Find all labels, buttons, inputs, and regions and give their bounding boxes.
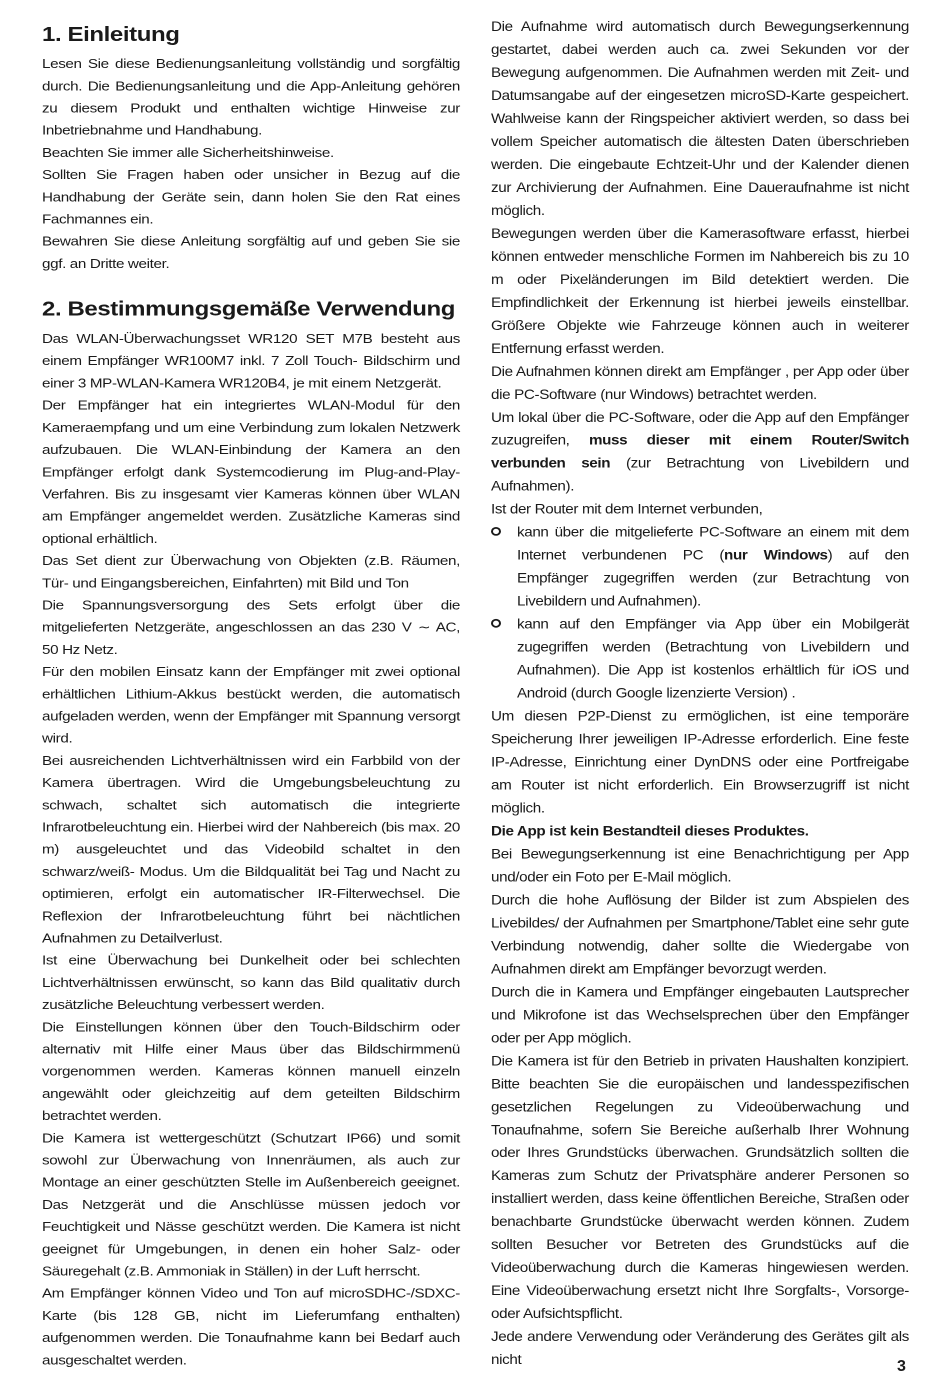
paragraph: Bei Bewegungserkennung ist eine Benachrichtigung per App und/oder ein Foto per E-Mail möglich. <box>491 846 909 885</box>
paragraph: Am Empfänger können Video und Ton auf microSDHC-/SDXC-Karte (bis 128 GB, nicht im Lieferumfang enthalten) aufgenommen werden. Die Tonaufnahme kann bei Bedarf auch ausgeschaltet werden. <box>42 1286 460 1368</box>
paragraph: Bewahren Sie diese Anleitung sorgfältig auf und geben Sie sie ggf. an Dritte weiter. <box>42 234 460 272</box>
paragraph: Jede andere Verwendung oder Veränderung des Gerätes gilt als nicht <box>491 1329 909 1368</box>
text-run: ) auf den Empfänger zugegriffen werden (zur Betrachtung von Livebildern und Aufnahmen). <box>517 548 909 610</box>
bold-windows-only: nur Windows <box>724 548 828 564</box>
paragraph: Lesen Sie diese Bedienungsanleitung vollständig und sorgfältig durch. Die Bedienungsanleitung und die App-Anleitung gehören zu diesem Produkt und enthalten wichtige Hinweise zur Inbetriebnahme und Handhabung. <box>42 56 460 139</box>
page-number: 3 <box>897 1358 906 1375</box>
app-notice: Die App ist kein Bestandteil dieses Produktes. <box>491 823 809 840</box>
right-column <box>491 16 909 1372</box>
section-heading-verwendung: 2. Bestimmungsgemäße Verwendung <box>42 297 456 321</box>
list-item <box>491 614 909 706</box>
paragraph: Die Aufnahme wird automatisch durch Bewegungserkennung gestartet, dabei werden auch ca. zwei Sekunden vor der Bewegung aufgenommen. Die Aufnahmen werden mit Zeit- und Datumsangabe auf der eingesetzen microSD-Karte gespeichert. Wahlweise kann der Ringspeicher aktiviert werden, so dass bei vollem Speicher automatisch die ältesten Daten überschrieben werden. Die eingebaute Echtzeit-Uhr und der Kalender dienen zur Archivierung der Aufnahmen. Eine Daueraufnahme ist nicht möglich. <box>491 19 909 219</box>
text-run: Um lokal über die PC-Software, oder die App auf den Empfänger zuzugreifen, <box>491 410 909 449</box>
paragraph: Durch die hohe Auflösung der Bilder ist zum Abspielen des Livebildes/ der Aufnahmen per Smartphone/Tablet eine sehr gute Verbindung notwendig, daher sollte die Wiedergabe von Aufnahmen direkt am Empfänger bevorzugt werden. <box>491 892 909 977</box>
bold-requirement: muss dieser mit einem Router/Switch verbunden sein <box>491 433 909 472</box>
paragraph: Die Einstellungen können über den Touch-Bildschirm oder alternativ mit Hilfe einer Maus über das Bildschirmmenü vorgenommen werden. Kameras können manuell einzeln angewählt oder gleichzeitig auf dem geteilten Bildschirm betrachtet werden. <box>42 1020 460 1124</box>
paragraph: Um diesen P2P-Dienst zu ermöglichen, ist eine temporäre Speicherung Ihrer jeweiligen IP-Adresse erforderlich. Eine feste IP-Adresse, Einrichtung einer DynDNS oder eine Portfreigabe am Router ist nicht erforderlich. Ein Browserzugriff ist nicht möglich. <box>491 709 909 817</box>
paragraph: Für den mobilen Einsatz kann der Empfänger mit zwei optional erhältlichen Lithium-Akkus bestückt werden, die automatisch aufgeladen werden, wenn der Empfänger mit Spannung versorgt wird. <box>42 664 460 747</box>
paragraph: Die Aufnahmen können direkt am Empfänger , per App oder über die PC-Software (nur Windows) betrachtet werden. <box>491 364 909 403</box>
bullet-circle-icon <box>491 527 501 536</box>
paragraph: Das Set dient zur Überwachung von Objekten (z.B. Räumen, Tür- und Eingangsbereichen, Einfahrten) mit Bild und Ton <box>42 553 460 591</box>
paragraph: Ist eine Überwachung bei Dunkelheit oder bei schlechten Lichtverhältnissen erwünscht, so kann das Bild qualitativ durch zusätzliche Beleuchtung verbessert werden. <box>42 953 460 1013</box>
paragraph: Der Empfänger hat ein integriertes WLAN-Modul für den Kameraempfang und um eine Verbindung zum lokalen Netzwerk aufzubauen. Die WLAN-Einbindung der Kamera an den Empfänger erfolgt dank Systemcodierung im Plug-and-Play-Verfahren. Bis zu insgesamt vier Kameras können über WLAN am Empfänger angemeldet werden. Zusätzliche Kameras sind optional erhältlich. <box>42 398 460 547</box>
section-heading-einleitung: 1. Einleitung <box>42 22 180 46</box>
paragraph: Ist der Router mit dem Internet verbunden, <box>491 502 763 518</box>
paragraph: Bewegungen werden über die Kamerasoftware erfasst, hierbei können entweder menschliche Formen im Nahbereich bis zu 10 m oder Pixeländerungen im Bild detektiert werden. Die Empfindlichkeit der Erkennung ist hierbei jeweils einstellbar. Größere Objekte wie Fahrzeuge können auch in weiterer Entfernung erfasst werden. <box>491 226 909 357</box>
text-run: (zur Betrachtung von Livebildern und Aufnahmen). <box>491 456 909 495</box>
left-column <box>42 16 460 1372</box>
list-item <box>491 522 909 614</box>
paragraph: Das WLAN-Überwachungsset WR120 SET M7B besteht aus einem Empfänger WR100M7 inkl. 7 Zoll Touch- Bildschirm und einer 3 MP-WLAN-Kamera WR120B4, je mit einem Netzgerät. <box>42 331 460 391</box>
paragraph: Sollten Sie Fragen haben oder unsicher in Bezug auf die Handhabung der Geräte sein, dann holen Sie den Rat eines Fachmannes ein. <box>42 167 460 227</box>
bullet-circle-icon <box>491 619 501 628</box>
text-run: kann über die mitgelieferte PC-Software an einem mit dem Internet verbundenen PC ( <box>517 525 909 564</box>
access-options-list <box>491 522 909 706</box>
paragraph: Die Kamera ist wettergeschützt (Schutzart IP66) und somit sowohl zur Überwachung von Innenräumen, als auch zur Montage an einer geschützten Stelle im Außenbereich geeignet. Das Netzgerät und die Anschlüsse müssen jedoch vor Feuchtigkeit und Nässe geschützt werden. Die Kamera ist nicht geeignet für Umgebungen, in denen ein hoher Salz- oder Säuregehalt (z.B. Ammoniak in Ställen) in der Luft herrscht. <box>42 1131 460 1279</box>
paragraph: Beachten Sie immer alle Sicherheitshinweise. <box>42 145 334 161</box>
paragraph: Durch die in Kamera und Empfänger eingebauten Lautsprecher und Mikrofone ist das Wechselsprechen über den Empfänger oder per App möglich. <box>491 984 909 1046</box>
paragraph-router-requirement <box>491 407 909 499</box>
paragraph: Die Kamera ist für den Betrieb in privaten Haushalten konzipiert. Bitte beachten Sie die europäischen und landesspezifischen gesetzlichen Regelungen zu Videoüberwachung und Tonaufnahme, sofern Sie Bereiche außerhalb Ihrer Wohnung oder Ihres Grundstücks überwachen. Grundsätzlich sollten die Kameras zum Schutz der Privatsphäre anderer Personen so installiert werden, dass keine öffentlichen Bereiche, Straßen oder benachbarte Grundstücke überwacht werden können. Zudem sollten Besucher vor Betreten des Grundstücks auf die Videoüberwachung durch die Kameras hingewiesen werden. Eine Videoüberwachung ersetzt nicht Ihre Sorgfalts-, Vorsorge- oder Aufsichtspflicht. <box>491 1053 909 1322</box>
paragraph: Die Spannungsversorgung des Sets erfolgt über die mitgelieferten Netzgeräte, angeschlossen an das 230 V ∼ AC, 50 Hz Netz. <box>42 598 460 658</box>
text-run: kann auf den Empfänger via App über ein Mobilgerät zugegriffen werden (Betrachtung von Livebildern und Aufnahmen). Die App ist kostenlos erhältlich für iOS und Android (durch Google lizenzierte Version) . <box>517 617 909 702</box>
paragraph: Bei ausreichenden Lichtverhältnissen wird ein Farbbild von der Kamera übertragen. Wird die Umgebungsbeleuchtung zu schwach, schaltet sich automatisch die integrierte Infrarotbeleuchtung ein. Hierbei wird der Nahbereich (bis max. 20 m) ausgeleuchtet und das Videobild schaltet in den schwarz/weiß- Modus. Um die Bildqualität bei Tag und Nacht zu optimieren, erfolgt ein automatischer IR-Filterwechsel. Die Reflexion der Infrarotbeleuchtung führt bei nächtlichen Aufnahmen zu Detailverlust. <box>42 753 460 946</box>
